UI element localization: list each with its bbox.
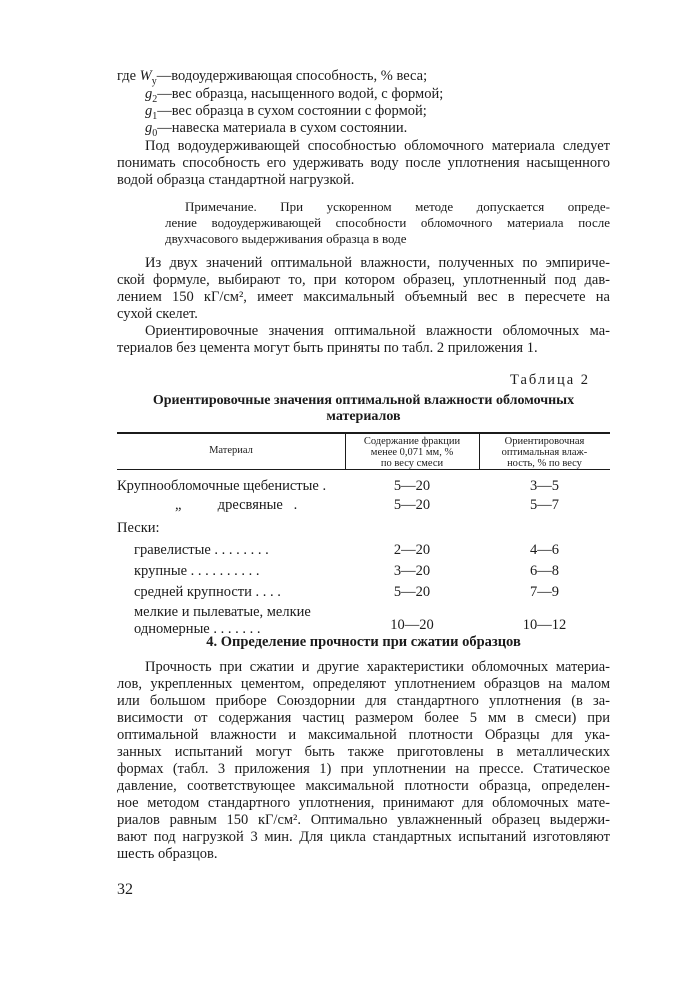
- definition-symbol: g: [145, 86, 153, 102]
- table-cell-optimal: 4—6: [530, 542, 559, 558]
- definition-symbol: g: [145, 120, 153, 136]
- paragraph-line: вают под нагрузкой 3 мин. Для цикла стандартных испытаний изготовляют: [117, 829, 610, 845]
- definition-text: —водоудерживающая способность, % веса;: [156, 68, 428, 84]
- paragraph-line: териалов без цемента могут быть приняты по табл. 2 приложения 1.: [117, 340, 538, 356]
- table-cell-material: гравелистые . . . . . . . .: [134, 542, 269, 558]
- paragraph-line: Прочность при сжатии и другие характеристики обломочных материа-: [145, 659, 610, 675]
- paragraph-line: ное методом стандартного уплотнения, принимают для обломочных мате-: [117, 795, 610, 811]
- paragraph-line: давление, соответствующее максимальной плотности образца, определен-: [117, 778, 610, 794]
- paragraph-line: ской формуле, выбирают то, при котором образец, уплотненный под дав-: [117, 272, 610, 288]
- paragraph-line: формах (табл. 3 приложения 1) при уплотнении на прессе. Статическое: [117, 761, 610, 777]
- note-line: двухчасового выдерживания образца в воде: [165, 231, 407, 246]
- header-fraction-line: менее 0,071 мм, %: [370, 447, 454, 458]
- table-cell-material: Пески:: [117, 520, 160, 536]
- table-cell-material: „ дресвяные .: [175, 497, 298, 513]
- definition-symbol: W: [139, 68, 152, 84]
- paragraph-line: понимать способность его удерживать воду после уплотнения насыщенного: [117, 155, 610, 171]
- note-line: ление водоудерживающей способности обломочного материала после: [165, 215, 610, 230]
- paragraph-line: висимости от содержания частиц размером более 5 мм в смеси) при: [117, 710, 610, 726]
- definition-intro: где: [117, 68, 137, 84]
- definition-subscript: у: [151, 75, 157, 87]
- paragraph-line: лением 150 кГ/см², имеет максимальный объемный вес в пересчете на: [117, 289, 610, 305]
- table-cell-material: одномерные . . . . . . .: [134, 621, 261, 637]
- definition-subscript: 1: [152, 110, 158, 122]
- table-top-rule: [117, 432, 610, 434]
- paragraph-line: или большом приборе Союздорнии для стандартного уплотнения (в за-: [117, 693, 610, 709]
- table-cell-optimal: 7—9: [530, 584, 559, 600]
- header-optimal-line: ность, % по весу: [507, 458, 582, 469]
- table-cell-optimal: 5—7: [530, 497, 559, 513]
- table-cell-fraction: 10—20: [390, 617, 434, 633]
- paragraph-line: оптимальной влажности и максимальной плотности Образцы для ука-: [117, 727, 610, 743]
- header-fraction-line: Содержание фракции: [363, 436, 461, 447]
- table-cell-optimal: 6—8: [530, 563, 559, 579]
- table-cell-optimal: 10—12: [522, 617, 567, 633]
- table-cell-optimal: 3—5: [530, 478, 559, 494]
- paragraph-line: водой образца стандартной нагрузкой.: [117, 172, 355, 188]
- paragraph-line: шесть образцов.: [117, 846, 218, 862]
- table-cell-material: средней крупности . . . .: [134, 584, 281, 600]
- table-cell-material: мелкие и пылеватые, мелкие: [134, 604, 311, 620]
- table-cell-fraction: 5—20: [393, 497, 431, 513]
- table-caption: Ориентировочные значения оптимальной влажности обломочных: [152, 393, 575, 408]
- paragraph-line: риалов равным 150 кГ/см². Оптимально увлажненный образец выдержи-: [117, 812, 610, 828]
- table-caption: материалов: [326, 409, 401, 424]
- table-cell-fraction: 3—20: [393, 563, 431, 579]
- definition-symbol: g: [145, 103, 153, 119]
- paragraph-line: Ориентировочные значения оптимальной влажности обломочных ма-: [145, 323, 610, 339]
- paragraph-line: Под водоудерживающей способностью обломочного материала следует: [145, 138, 610, 154]
- definition-subscript: 0: [152, 127, 158, 139]
- paragraph-line: сухой скелет.: [117, 306, 198, 322]
- definition-text: —навеска материала в сухом состоянии.: [157, 120, 408, 136]
- note-line: Примечание. При ускоренном методе допускается опреде-: [185, 199, 610, 214]
- section-title: 4. Определение прочности при сжатии образцов: [206, 634, 521, 650]
- paragraph-line: Из двух значений оптимальной влажности, полученных по эмпириче-: [145, 255, 610, 271]
- table-label: Таблица 2: [510, 372, 591, 388]
- definition-text: —вес образца, насыщенного водой, с формой;: [157, 86, 444, 102]
- definition-text: —вес образца в сухом состоянии с формой;: [157, 103, 427, 119]
- header-optimal-line: Ориентировочная: [504, 436, 585, 447]
- table-cell-material: Крупнообломочные щебенистые .: [117, 478, 327, 494]
- table-cell-fraction: 5—20: [393, 584, 431, 600]
- header-material: Материал: [209, 445, 253, 456]
- paragraph-line: лов, укрепленных цементом, определяют уплотнением образцов на малом: [117, 676, 610, 692]
- table-cell-fraction: 5—20: [393, 478, 431, 494]
- definition-subscript: 2: [152, 93, 158, 105]
- table-cell-material: крупные . . . . . . . . . .: [134, 563, 260, 579]
- page-number: 32: [117, 881, 133, 898]
- header-optimal-line: оптимальная влаж-: [501, 447, 588, 458]
- header-fraction-line: по весу смеси: [380, 458, 444, 469]
- table-cell-fraction: 2—20: [393, 542, 431, 558]
- paragraph-line: занных испытаний могут быть также приготовлены в металлических: [117, 744, 610, 760]
